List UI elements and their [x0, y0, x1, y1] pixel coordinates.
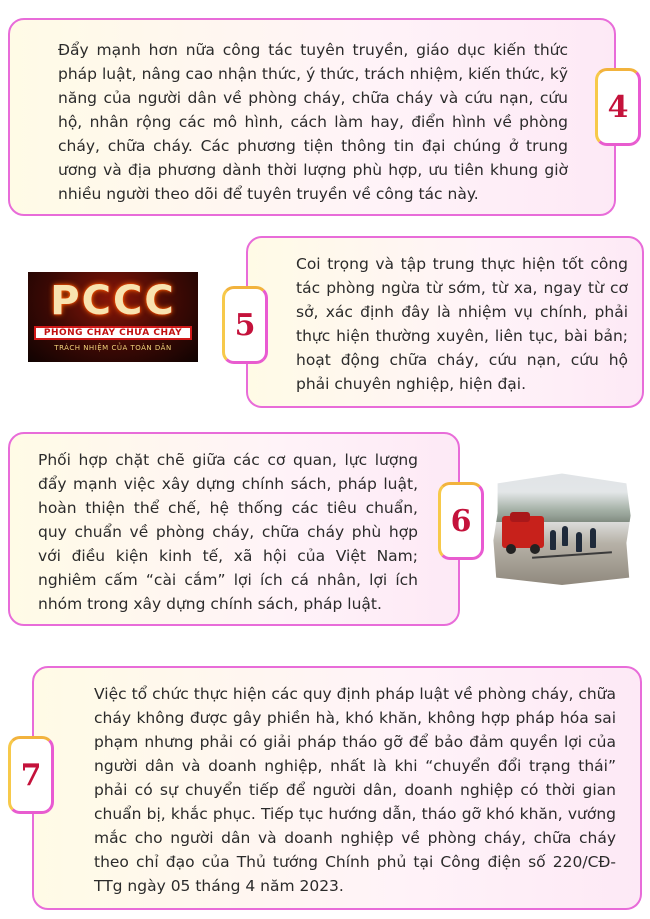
- pccc-subtitle: TRÁCH NHIỆM CỦA TOÀN DÂN: [54, 344, 172, 352]
- item-text-5: Coi trọng và tập trung thực hiện tốt công tác phòng ngừa từ sớm, từ xa, ngay từ cơ sở, xác định đây là nhiệm vụ chính, phải thực hiện thường xuyên, liên tục, bài bản; hoạt động chữa cháy, cứu nạn, cứu hộ phải chuyên nghiệp, hiện đại.: [296, 255, 628, 393]
- item-text-7: Việc tổ chức thực hiện các quy định pháp luật về phòng cháy, chữa cháy không được gây phiền hà, khó khăn, không hợp pháp hóa sai phạm nhưng phải có giải pháp tháo gỡ để bảo đảm quyền lợi của người dân và doanh nghiệp, nhất là khi “chuyển đổi trạng thái” phải có sự chuyển tiếp để người dân, doanh nghiệp có thời gian chuẩn bị, khắc phục. Tiếp tục hướng dẫn, tháo gỡ khó khăn, vướng mắc cho người dân và doanh nghiệp về phòng cháy, chữa cháy theo chỉ đạo của Thủ tướng Chính phủ tại Công điện số 220/CĐ-TTg ngày 05 tháng 4 năm 2023.: [94, 685, 616, 895]
- item-card-5: [246, 236, 644, 408]
- item-card-4: [8, 18, 616, 216]
- item-card-7: [32, 666, 642, 910]
- item-number-5: 5: [222, 286, 268, 364]
- item-card-6: [8, 432, 460, 626]
- pccc-title: PCCC: [50, 278, 176, 324]
- pccc-band: PHÒNG CHÁY CHỮA CHÁY: [34, 326, 192, 340]
- firefighters-photo: [492, 466, 632, 590]
- item-number-7: 7: [8, 736, 54, 814]
- item-number-4: 4: [595, 68, 641, 146]
- item-text-4: Đẩy mạnh hơn nữa công tác tuyên truyền, giáo dục kiến thức pháp luật, nâng cao nhận thức, ý thức, trách nhiệm, kiến thức, kỹ năng của người dân về phòng cháy, chữa cháy và cứu nạn, cứu hộ, nhân rộng các mô hình, cách làm hay, điển hình về phòng cháy, chữa cháy. Các phương tiện thông tin đại chúng ở trung ương và địa phương dành thời lượng phù hợp, ưu tiên khung giờ nhiều người theo dõi để tuyên truyền về công tác này.: [58, 41, 568, 203]
- item-number-6: 6: [438, 482, 484, 560]
- item-text-6: Phối hợp chặt chẽ giữa các cơ quan, lực lượng đẩy mạnh việc xây dựng chính sách, pháp luật, hoàn thiện thể chế, hệ thống các tiêu chuẩn, quy chuẩn về phòng cháy, chữa cháy phù hợp với điều kiện kinh tế, xã hội của Việt Nam; nghiêm cấm “cài cắm” lợi ích cá nhân, lợi ích nhóm trong xây dựng chính sách, pháp luật.: [38, 451, 418, 613]
- pccc-image: [28, 272, 198, 362]
